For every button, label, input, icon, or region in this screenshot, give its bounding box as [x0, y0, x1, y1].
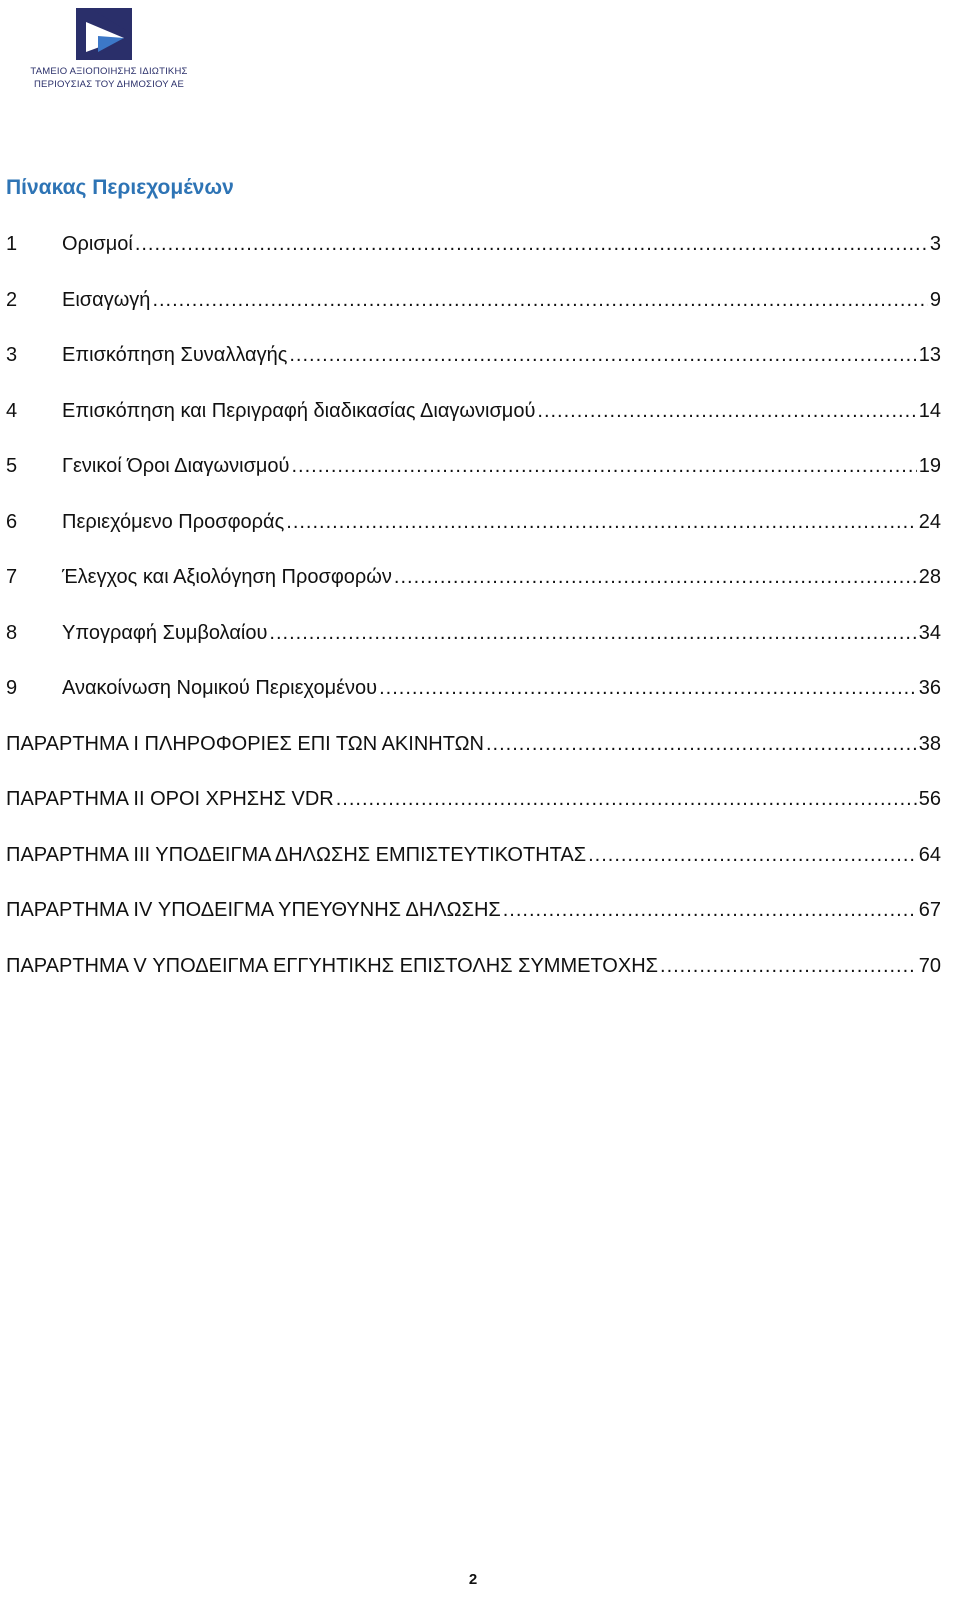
toc-entry[interactable]: [6, 230, 941, 286]
logo-text-line-1: ΤΑΜΕΙΟ ΑΞΙΟΠΟΙΗΣΗΣ ΙΔΙΩΤΙΚΗΣ: [30, 66, 188, 77]
toc-entry-title: Επισκόπηση Συναλλαγής: [62, 344, 288, 366]
toc-entry-title: Ανακοίνωση Νομικού Περιεχομένου: [62, 677, 378, 699]
toc-entry-number: 3: [6, 344, 18, 366]
toc-entry-title: Γενικοί Όροι Διαγωνισμού: [62, 455, 290, 477]
dot-leader: [588, 841, 917, 869]
dot-leader: [152, 286, 927, 314]
toc-entry-number: 5: [6, 455, 18, 477]
toc-entry-title: Εισαγωγή: [62, 288, 151, 311]
toc-entry-appendix[interactable]: [6, 730, 941, 786]
toc-entry-page: 70: [918, 954, 941, 977]
table-of-contents: [6, 230, 941, 1007]
toc-entry-title: Υπογραφή Συμβολαίου: [62, 621, 268, 644]
dot-leader: [486, 730, 917, 758]
toc-entry-appendix[interactable]: [6, 896, 941, 952]
toc-entry-number: 1: [6, 233, 18, 255]
toc-entry-page: 14: [918, 399, 941, 422]
dot-leader: [135, 230, 928, 258]
dot-leader: [269, 619, 916, 647]
toc-entry[interactable]: [6, 619, 941, 675]
toc-entry-title: ΠΑΡΑΡΤΗΜΑ V ΥΠΟΔΕΙΓΜΑ ΕΓΓΥΗΤΙΚΗΣ ΕΠΙΣΤΟΛΗΣ ΣΥΜΜΕΤΟΧΗΣ: [6, 954, 659, 977]
toc-entry-title: Έλεγχος και Αξιολόγηση Προσφορών: [62, 566, 392, 588]
dot-leader: [537, 397, 916, 425]
dot-leader: [286, 508, 916, 536]
toc-entry-title: ΠΑΡΑΡΤΗΜΑ Ι ΠΛΗΡΟΦΟΡΙΕΣ ΕΠΙ ΤΩΝ ΑΚΙΝΗΤΩΝ: [6, 732, 484, 755]
toc-entry-page: 19: [918, 455, 941, 477]
toc-entry-number: 2: [6, 288, 18, 311]
toc-entry-page: 56: [918, 788, 941, 810]
toc-entry-number: 9: [6, 677, 18, 699]
toc-entry-number: 4: [6, 399, 18, 422]
dot-leader: [336, 785, 917, 813]
dot-leader: [379, 674, 917, 702]
toc-title: Πίνακας Περιεχομένων: [6, 176, 234, 199]
toc-entry-title: ΠΑΡΑΡΤΗΜΑ ΙΙΙ ΥΠΟΔΕΙΓΜΑ ΔΗΛΩΣΗΣ ΕΜΠΙΣΤΕΥΤΙΚΟΤΗΤΑΣ: [6, 843, 587, 866]
dot-leader: [503, 896, 917, 924]
toc-entry-title: Περιεχόμενο Προσφοράς: [62, 510, 285, 533]
dot-leader: [289, 341, 916, 369]
toc-entry-page: 13: [918, 344, 941, 366]
toc-entry-page: 64: [918, 843, 941, 866]
toc-entry-title: ΠΑΡΑΡΤΗΜΑ ΙΙ ΟΡΟΙ ΧΡΗΣΗΣ VDR: [6, 788, 334, 810]
toc-entry-number: 6: [6, 510, 18, 533]
toc-entry[interactable]: [6, 341, 941, 397]
toc-entry-page: 9: [929, 288, 941, 311]
toc-entry[interactable]: [6, 563, 941, 619]
toc-entry-title: ΠΑΡΑΡΤΗΜΑ IV ΥΠΟΔΕΙΓΜΑ ΥΠΕΥΘΥΝΗΣ ΔΗΛΩΣΗΣ: [6, 899, 501, 921]
logo-mark-icon: [76, 8, 132, 60]
toc-entry[interactable]: [6, 452, 941, 508]
toc-entry-appendix[interactable]: [6, 785, 941, 841]
page-number: 2: [468, 1571, 478, 1588]
toc-entry-page: 24: [918, 510, 941, 533]
toc-entry-number: 7: [6, 566, 18, 588]
logo-text-line-2: ΠΕΡΙΟΥΣΙΑΣ ΤΟΥ ΔΗΜΟΣΙΟΥ ΑΕ: [33, 79, 185, 90]
organization-logo: [14, 8, 204, 92]
toc-entry-page: 67: [918, 899, 941, 921]
dot-leader: [394, 563, 917, 591]
toc-entry-page: 36: [918, 677, 941, 699]
toc-entry-page: 38: [918, 732, 941, 755]
toc-entry[interactable]: [6, 286, 941, 342]
dot-leader: [292, 452, 917, 480]
toc-entry-title: Επισκόπηση και Περιγραφή διαδικασίας Διαγωνισμού: [62, 399, 536, 422]
toc-entry-page: 28: [918, 566, 941, 588]
toc-entry-appendix[interactable]: [6, 952, 941, 1008]
toc-entry-page: 34: [918, 621, 941, 644]
toc-entry-page: 3: [929, 233, 941, 255]
toc-entry[interactable]: [6, 397, 941, 453]
toc-entry[interactable]: [6, 674, 941, 730]
toc-entry-number: 8: [6, 621, 18, 644]
toc-entry-appendix[interactable]: [6, 841, 941, 897]
toc-entry-title: Ορισμοί: [62, 233, 133, 255]
toc-entry[interactable]: [6, 508, 941, 564]
dot-leader: [660, 952, 917, 980]
